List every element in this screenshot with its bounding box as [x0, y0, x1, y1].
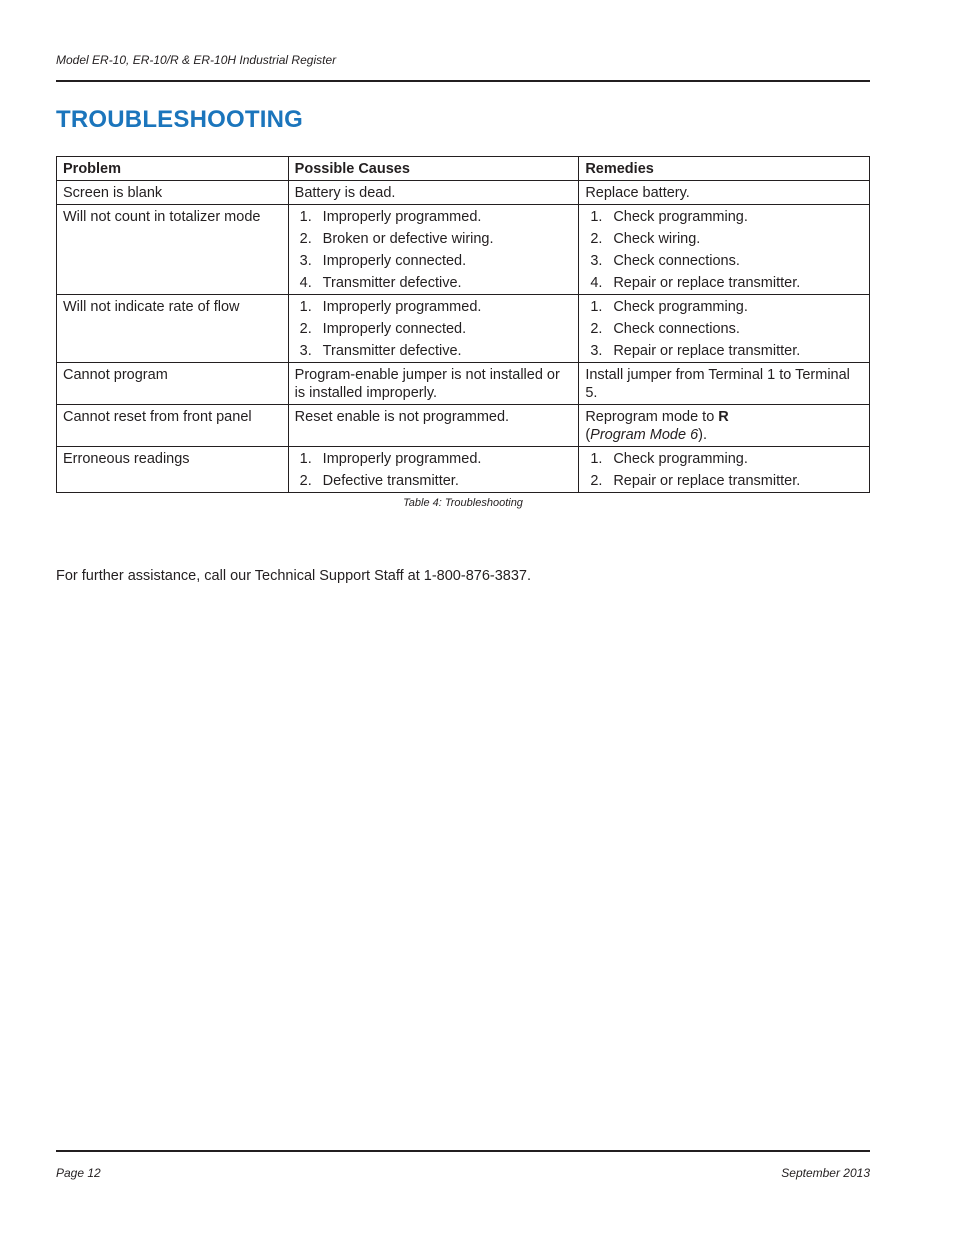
list-number: 2. — [590, 473, 603, 489]
remedies-list — [585, 298, 863, 360]
column-header-remedies: Remedies — [579, 157, 870, 181]
remedies-list — [585, 450, 863, 490]
problem-cell: Cannot program — [57, 363, 289, 405]
publication-date: September 2013 — [781, 1166, 870, 1180]
list-item-text: Check connections. — [613, 253, 740, 269]
list-number: 1. — [590, 451, 603, 467]
causes-list — [295, 298, 573, 360]
list-item — [295, 342, 573, 360]
list-item — [585, 230, 863, 248]
list-item — [585, 298, 863, 316]
causes-cell: Program-enable jumper is not installed or is installed improperly. — [288, 363, 579, 405]
list-number: 2. — [299, 231, 312, 247]
table-row — [57, 205, 870, 295]
remedies-cell: Install jumper from Terminal 1 to Terminal 5. — [579, 363, 870, 405]
list-item — [295, 472, 573, 490]
remedy-prefix: Reprogram mode to — [585, 409, 719, 425]
remedies-cell — [579, 295, 870, 363]
list-item-text: Improperly programmed. — [322, 209, 482, 225]
list-number: 3. — [299, 343, 312, 359]
causes-cell — [288, 295, 579, 363]
remedies-cell — [579, 405, 870, 447]
list-item — [295, 230, 573, 248]
problem-cell: Will not count in totalizer mode — [57, 205, 289, 295]
list-item-text: Check connections. — [613, 321, 740, 337]
column-header-problem: Problem — [57, 157, 289, 181]
troubleshooting-table — [56, 156, 870, 493]
running-header: Model ER-10, ER-10/R & ER-10H Industrial Register — [56, 53, 337, 67]
table-row — [57, 447, 870, 493]
program-mode-reference: Program Mode 6 — [590, 427, 699, 443]
list-item — [585, 320, 863, 338]
list-number: 3. — [590, 343, 603, 359]
list-item-text: Check wiring. — [613, 231, 701, 247]
list-number: 1. — [299, 299, 312, 315]
list-item-text: Repair or replace transmitter. — [613, 343, 801, 359]
list-item-text: Check programming. — [613, 299, 748, 315]
mode-letter: R — [718, 409, 729, 425]
remedy-open-paren: ( — [585, 427, 591, 443]
remedies-list — [585, 208, 863, 292]
list-item-text: Check programming. — [613, 451, 748, 467]
list-item-text: Defective transmitter. — [322, 473, 459, 489]
list-item-text: Improperly programmed. — [322, 451, 482, 467]
causes-cell: Reset enable is not programmed. — [288, 405, 579, 447]
list-item-text: Broken or defective wiring. — [322, 231, 494, 247]
list-number: 1. — [590, 209, 603, 225]
problem-cell: Erroneous readings — [57, 447, 289, 493]
list-number: 2. — [299, 473, 312, 489]
list-number: 1. — [590, 299, 603, 315]
remedy-close-paren: ). — [698, 427, 708, 443]
table-row — [57, 295, 870, 363]
list-item-text: Improperly connected. — [322, 253, 467, 269]
table-row — [57, 363, 870, 405]
list-item — [295, 298, 573, 316]
list-item-text: Transmitter defective. — [322, 275, 462, 291]
causes-cell — [288, 447, 579, 493]
remedies-cell — [579, 205, 870, 295]
causes-list — [295, 450, 573, 490]
list-number: 3. — [299, 253, 312, 269]
list-number: 2. — [590, 321, 603, 337]
problem-cell: Screen is blank — [57, 181, 289, 205]
list-number: 4. — [299, 275, 312, 291]
list-item — [585, 274, 863, 292]
problem-cell: Will not indicate rate of flow — [57, 295, 289, 363]
support-note: For further assistance, call our Technical Support Staff at 1-800-876-3837. — [56, 568, 532, 584]
list-item — [585, 472, 863, 490]
list-item — [585, 450, 863, 468]
list-item — [585, 208, 863, 226]
list-item-text: Improperly programmed. — [322, 299, 482, 315]
list-number: 3. — [590, 253, 603, 269]
causes-cell — [288, 205, 579, 295]
list-item — [295, 252, 573, 270]
list-item — [295, 208, 573, 226]
list-number: 2. — [590, 231, 603, 247]
list-item-text: Improperly connected. — [322, 321, 467, 337]
header-rule — [56, 80, 870, 82]
footer-rule — [56, 1150, 870, 1152]
list-item-text: Repair or replace transmitter. — [613, 473, 801, 489]
problem-cell: Cannot reset from front panel — [57, 405, 289, 447]
list-number: 1. — [299, 451, 312, 467]
page-title: TROUBLESHOOTING — [56, 106, 303, 133]
table-caption: Table 4: Troubleshooting — [403, 497, 523, 509]
list-item — [585, 342, 863, 360]
list-item — [295, 450, 573, 468]
table-row — [57, 181, 870, 205]
remedies-cell — [579, 447, 870, 493]
list-number: 1. — [299, 209, 312, 225]
list-item — [295, 274, 573, 292]
remedies-cell: Replace battery. — [579, 181, 870, 205]
table-row — [57, 405, 870, 447]
list-item — [585, 252, 863, 270]
list-item-text: Check programming. — [613, 209, 748, 225]
list-number: 2. — [299, 321, 312, 337]
causes-cell: Battery is dead. — [288, 181, 579, 205]
table-header-row — [57, 157, 870, 181]
column-header-causes: Possible Causes — [288, 157, 579, 181]
list-item — [295, 320, 573, 338]
causes-list — [295, 208, 573, 292]
page-number: Page 12 — [56, 1166, 101, 1180]
list-item-text: Transmitter defective. — [322, 343, 462, 359]
list-item-text: Repair or replace transmitter. — [613, 275, 801, 291]
list-number: 4. — [590, 275, 603, 291]
